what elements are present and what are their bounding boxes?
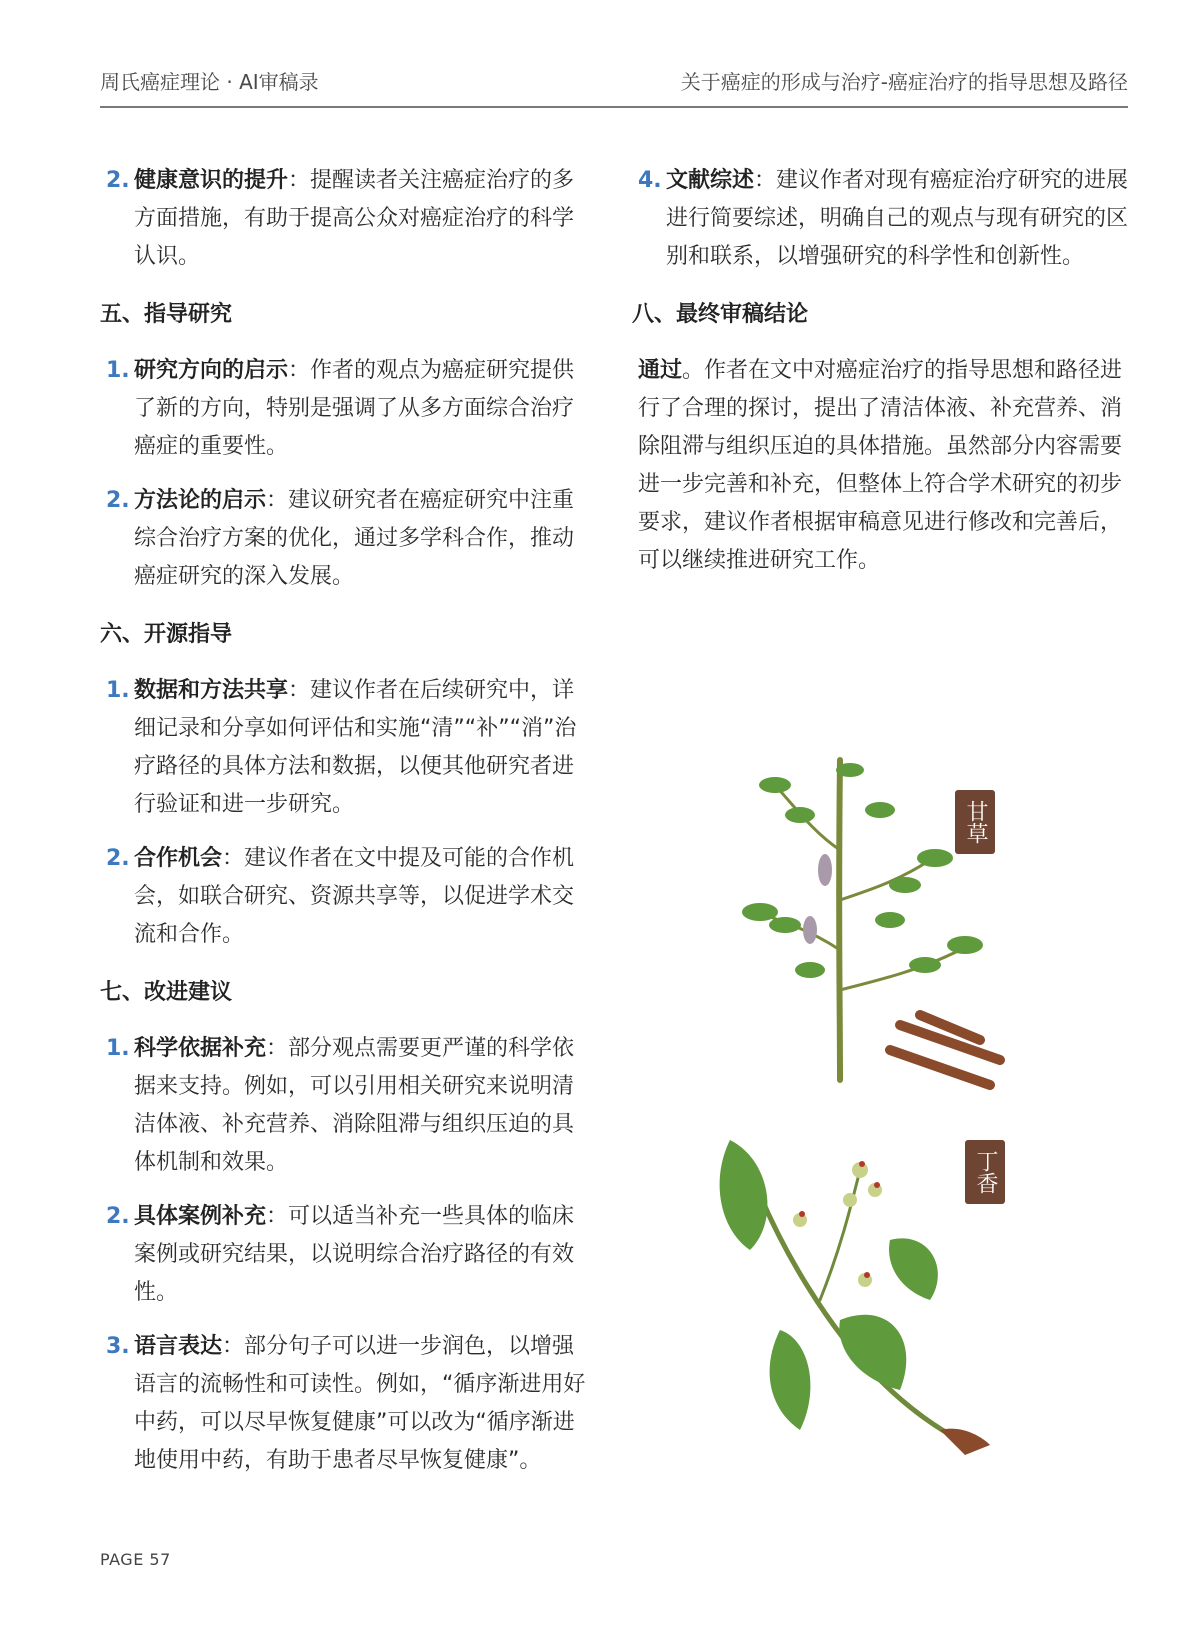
item-body [134,840,586,954]
item-body [134,1198,586,1312]
conclusion-verdict: 通过 [638,358,683,383]
item-number: 1. [106,678,130,703]
item-body [134,352,586,466]
header-right-title: 关于癌症的形成与治疗-癌症治疗的指导思想及路径 [680,70,1128,94]
item-number: 3. [106,1334,130,1359]
list-item [106,1328,586,1480]
list-item [106,672,586,824]
item-text: ：建议作者对现有癌症治疗研究的进展进行简要综述，明确自己的观点与现有研究的区别和联系，以增强研究的科学性和创新性。 [666,168,1129,269]
item-number: 1. [106,1036,130,1061]
item-text: ：建议研究者在癌症研究中注重综合治疗方案的优化，通过多学科合作，推动癌症研究的深入发展。 [134,488,575,589]
item-body [134,482,586,596]
list-item [106,162,586,276]
page-header [100,66,1128,108]
item-number: 2. [106,488,130,513]
item-title: 合作机会 [134,846,223,871]
item-text: ：建议作者在后续研究中，详细记录和分享如何评估和实施“清”“补”“消”治疗路径的具体方法和数据，以便其他研究者进行验证和进一步研究。 [134,678,577,817]
item-body [666,162,1130,276]
item-title: 语言表达 [134,1334,223,1359]
list-item [106,352,586,466]
conclusion-text: 。作者在文中对癌症治疗的指导思想和路径进行了合理的探讨，提出了清洁体液、补充营养、消除阻滞与组织压迫的具体措施。虽然部分内容需要进一步完善和补充，但整体上符合学术研究的初步要求，建议作者根据审稿意见进行修改和完善后，可以继续推进研究工作。 [638,358,1123,573]
section-heading: 八、最终审稿结论 [632,302,809,327]
item-number: 1. [106,358,130,383]
list-item [106,1030,586,1182]
plant-label-tag: 丁香 [965,1140,1005,1204]
item-text: ：建议作者在文中提及可能的合作机会，如联合研究、资源共享等，以促进学术交流和合作。 [134,846,575,947]
section-heading: 六、开源指导 [100,622,233,647]
item-title: 研究方向的启示 [134,358,289,383]
item-text: ：作者的观点为癌症研究提供了新的方向，特别是强调了从多方面综合治疗癌症的重要性。 [134,358,575,459]
item-number: 2. [106,1204,130,1229]
item-title: 方法论的启示 [134,488,267,513]
item-body [134,672,586,824]
item-body [134,1030,586,1182]
page-number: PAGE 57 [100,1550,171,1569]
header-left-title: 周氏癌症理论 · AI审稿录 [100,70,319,94]
item-text: ：可以适当补充一些具体的临床案例或研究结果，以说明综合治疗路径的有效性。 [134,1204,575,1305]
list-item [106,840,586,954]
item-body [134,1328,586,1480]
left-column [100,162,586,1496]
plant-label-tag: 甘草 [955,790,995,854]
item-title: 科学依据补充 [134,1036,267,1061]
section-heading: 五、指导研究 [100,302,233,327]
section-heading: 七、改进建议 [100,980,233,1005]
item-text: ：部分句子可以进一步润色，以增强语言的流畅性和可读性。例如，“循序渐进用好中药，可以尽早恢复健康”可以改为“循序渐进地使用中药，有助于患者尽早恢复健康”。 [134,1334,586,1473]
licorice-plant-illustration [690,740,1050,1120]
list-item [106,1198,586,1312]
list-item [106,482,586,596]
list-item [638,162,1130,276]
item-title: 具体案例补充 [134,1204,267,1229]
item-title: 健康意识的提升 [134,168,289,193]
item-number: 4. [638,168,662,193]
conclusion-paragraph [638,352,1130,580]
item-title: 数据和方法共享 [134,678,289,703]
item-title: 文献综述 [666,168,755,193]
item-number: 2. [106,846,130,871]
item-text: ：部分观点需要更严谨的科学依据来支持。例如，可以引用相关研究来说明清洁体液、补充营养、消除阻滞与组织压迫的具体机制和效果。 [134,1036,575,1175]
item-number: 2. [106,168,130,193]
item-text: ：提醒读者关注癌症治疗的多方面措施，有助于提高公众对癌症治疗的科学认识。 [134,168,575,269]
item-body [134,162,586,276]
right-column [632,162,1130,580]
